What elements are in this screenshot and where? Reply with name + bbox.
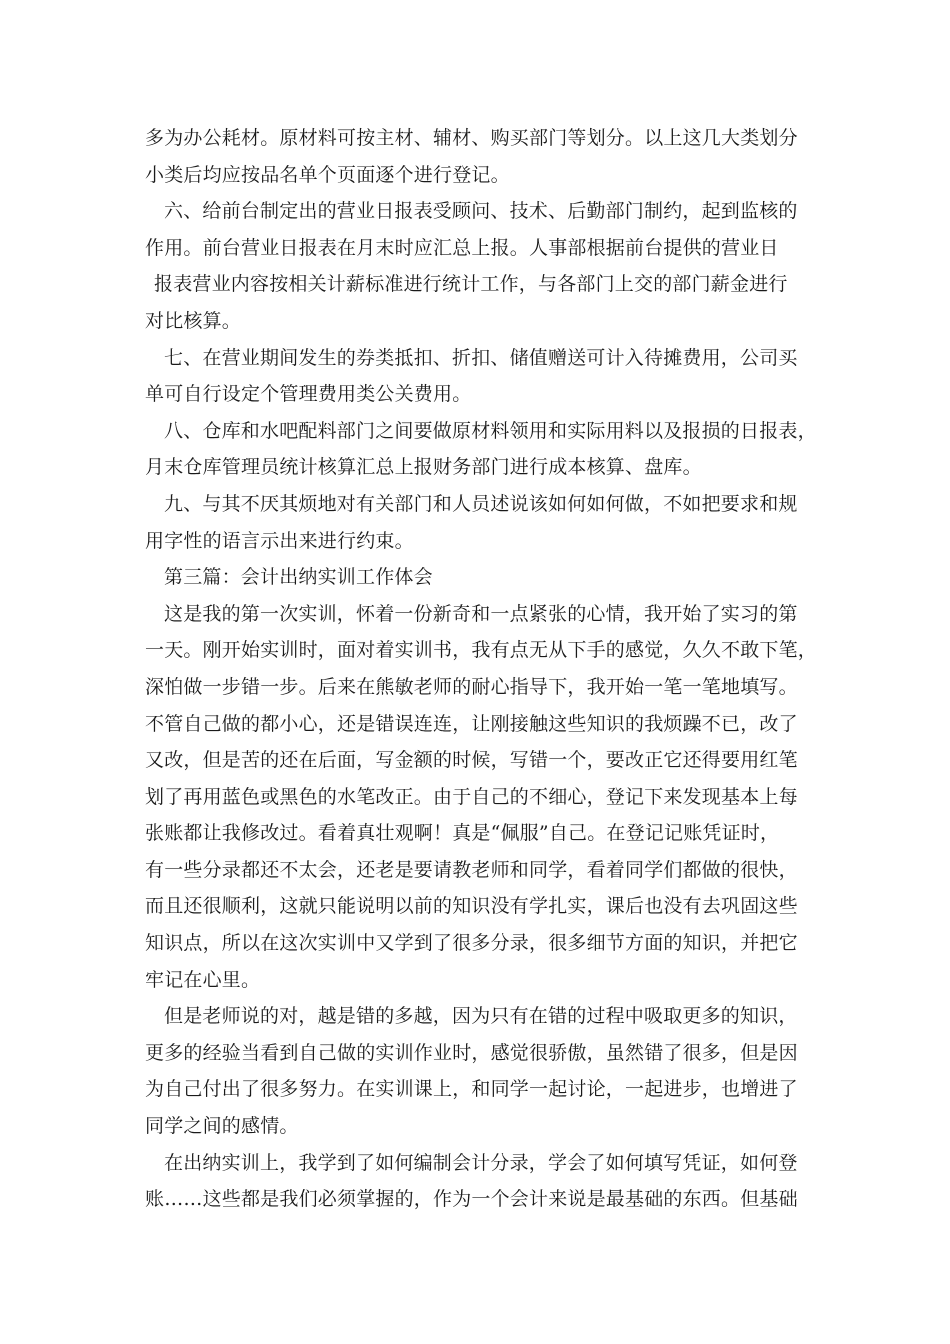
text-line: 但是老师说的对，越是错的多越，因为只有在错的过程中吸取更多的知识，: [164, 1005, 798, 1028]
text-line: 月末仓库管理员统计核算汇总上报财务部门进行成本核算、盘库。: [145, 456, 702, 479]
text-line: 一天。刚开始实训时，面对着实训书，我有点无从下手的感觉，久久不敢下笔，: [145, 639, 818, 662]
text-line: 报表营业内容按相关计薪标准进行统计工作，与各部门上交的部门薪金进行: [154, 273, 788, 296]
text-line: 在出纳实训上，我学到了如何编制会计分录，学会了如何填写凭证，如何登: [164, 1151, 798, 1174]
text-line: 用字性的语言示出来进行约束。: [145, 529, 414, 552]
text-line: 不管自己做的都小心，还是错误连连，让刚接触这些知识的我烦躁不已，改了: [145, 712, 798, 735]
text-line: 知识点，所以在这次实训中又学到了很多分录，很多细节方面的知识，并把它: [145, 932, 798, 955]
text-line: 划了再用蓝色或黑色的水笔改正。由于自己的不细心，登记下来发现基本上每: [145, 785, 798, 808]
text-line: 同学之间的感情。: [145, 1115, 299, 1138]
text-line: 账……这些都是我们必须掌握的，作为一个会计来说是最基础的东西。但基础: [145, 1188, 798, 1211]
text-line: 作用。前台营业日报表在月末时应汇总上报。人事部根据前台提供的营业日: [145, 236, 779, 259]
document-body: [145, 120, 818, 1218]
text-line: 更多的经验当看到自己做的实训作业时，感觉很骄傲，虽然错了很多，但是因: [145, 1041, 798, 1064]
text-line: 八、仓库和水吧配料部门之间要做原材料领用和实际用料以及报损的日报表，: [164, 419, 817, 442]
text-line: 牢记在心里。: [145, 968, 261, 991]
text-line: 单可自行设定个管理费用类公关费用。: [145, 383, 472, 406]
text-line: 九、与其不厌其烦地对有关部门和人员述说该如何如何做，不如把要求和规: [164, 492, 798, 515]
text-line: 深怕做一步错一步。后来在熊敏老师的耐心指导下，我开始一笔一笔地填写。: [145, 675, 798, 698]
text-line: 这是我的第一次实训，怀着一份新奇和一点紧张的心情，我开始了实习的第: [164, 602, 798, 625]
text-line: 为自己付出了很多努力。在实训课上，和同学一起讨论，一起进步，也增进了: [145, 1078, 798, 1101]
text-line: 对比核算。: [145, 309, 242, 332]
text-line: 小类后均应按品名单个页面逐个进行登记。: [145, 163, 510, 186]
text-line: 第三篇：会计出纳实训工作体会: [164, 566, 433, 589]
text-line: 多为办公耗材。原材料可按主材、辅材、购买部门等划分。以上这几大类划分: [145, 127, 798, 149]
text-line: 七、在营业期间发生的券类抵扣、折扣、储值赠送可计入待摊费用，公司买: [164, 346, 798, 369]
text-line: 六、给前台制定出的营业日报表受顾问、技术、后勤部门制约，起到监核的: [164, 200, 798, 223]
text-line: 张账都让我修改过。看着真壮观啊！真是“佩服”自己。在登记记账凭证时，: [145, 822, 780, 845]
text-line: 又改，但是苦的还在后面，写金额的时候，写错一个，要改正它还得要用红笔: [145, 749, 798, 772]
text-line: 而且还很顺利，这就只能说明以前的知识没有学扎实，课后也没有去巩固这些: [145, 895, 798, 918]
text-line: 有一些分录都还不太会，还老是要请教老师和同学，看着同学们都做的很快，: [145, 858, 798, 881]
